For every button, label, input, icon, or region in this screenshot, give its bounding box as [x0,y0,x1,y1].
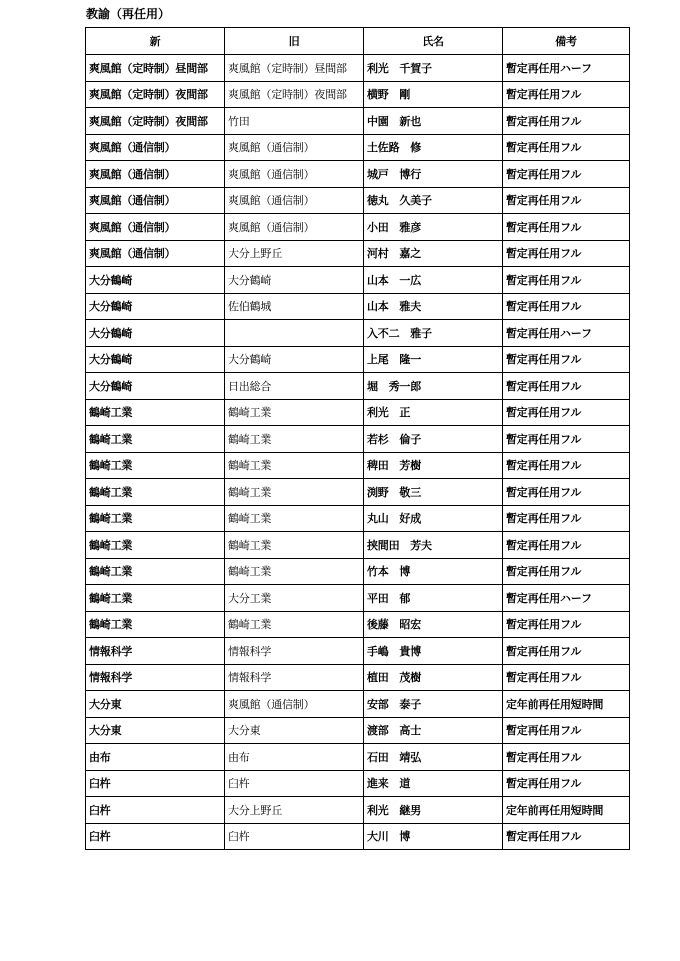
cell-remarks: 暫定再任用フル [503,770,630,797]
cell-new-school: 大分鶴崎 [86,320,225,347]
header-new-school: 新 [86,28,225,55]
cell-new-school: 大分鶴崎 [86,346,225,373]
cell-old-school: 大分上野丘 [225,240,364,267]
cell-name: 城戸 博行 [364,161,503,188]
table-row [86,479,630,506]
cell-name: 丸山 好成 [364,505,503,532]
cell-remarks: 暫定再任用フル [503,214,630,241]
cell-remarks: 暫定再任用フル [503,452,630,479]
table-row [86,108,630,135]
cell-remarks: 暫定再任用フル [503,187,630,214]
cell-remarks: 暫定再任用フル [503,267,630,294]
cell-remarks: 暫定再任用ハーフ [503,55,630,82]
cell-name: 大川 博 [364,823,503,850]
table-row [86,240,630,267]
cell-remarks: 暫定再任用フル [503,161,630,188]
cell-remarks: 暫定再任用フル [503,399,630,426]
table-row [86,717,630,744]
cell-name: 河村 嘉之 [364,240,503,267]
table-row [86,797,630,824]
cell-old-school: 大分工業 [225,585,364,612]
table-row [86,664,630,691]
table-row [86,691,630,718]
cell-name: 若杉 倫子 [364,426,503,453]
cell-new-school: 大分鶴崎 [86,267,225,294]
cell-old-school: 竹田 [225,108,364,135]
cell-new-school: 臼杵 [86,770,225,797]
table-row [86,452,630,479]
table-row [86,426,630,453]
cell-name: 植田 茂樹 [364,664,503,691]
cell-remarks: 暫定再任用フル [503,823,630,850]
cell-old-school: 鶴崎工業 [225,611,364,638]
cell-remarks: 暫定再任用フル [503,426,630,453]
cell-remarks: 暫定再任用フル [503,346,630,373]
cell-remarks: 暫定再任用フル [503,81,630,108]
cell-new-school: 鶴崎工業 [86,611,225,638]
cell-old-school: 爽風館（定時制）昼間部 [225,55,364,82]
cell-new-school: 大分鶴崎 [86,293,225,320]
cell-remarks: 暫定再任用フル [503,532,630,559]
cell-new-school: 爽風館（通信制） [86,134,225,161]
cell-remarks: 暫定再任用フル [503,293,630,320]
cell-new-school: 鶴崎工業 [86,505,225,532]
cell-remarks: 暫定再任用フル [503,373,630,400]
table-row [86,505,630,532]
table-row [86,585,630,612]
document-title: 教諭（再任用） [86,7,171,21]
cell-remarks: 暫定再任用フル [503,717,630,744]
cell-old-school: 鶴崎工業 [225,479,364,506]
cell-name: 徳丸 久美子 [364,187,503,214]
cell-old-school: 大分鶴崎 [225,346,364,373]
cell-name: 利光 正 [364,399,503,426]
cell-old-school: 鶴崎工業 [225,532,364,559]
cell-new-school: 情報科学 [86,664,225,691]
table-row [86,770,630,797]
cell-remarks: 暫定再任用フル [503,479,630,506]
table-row [86,399,630,426]
cell-old-school: 爽風館（通信制） [225,134,364,161]
cell-name: 上尾 隆一 [364,346,503,373]
cell-name: 小田 雅彦 [364,214,503,241]
cell-new-school: 大分鶴崎 [86,373,225,400]
table-row [86,532,630,559]
cell-old-school: 爽風館（通信制） [225,691,364,718]
cell-name: 挟間田 芳夫 [364,532,503,559]
table-row [86,161,630,188]
cell-name: 稗田 芳樹 [364,452,503,479]
table-row [86,187,630,214]
table-row [86,611,630,638]
cell-new-school: 爽風館（定時制）昼間部 [86,55,225,82]
cell-name: 手嶋 貴博 [364,638,503,665]
cell-name: 渕野 敬三 [364,479,503,506]
cell-name: 中園 新也 [364,108,503,135]
cell-remarks: 暫定再任用ハーフ [503,320,630,347]
cell-remarks: 暫定再任用フル [503,134,630,161]
cell-new-school: 爽風館（定時制）夜間部 [86,108,225,135]
cell-new-school: 鶴崎工業 [86,558,225,585]
table-row [86,134,630,161]
cell-name: 土佐路 修 [364,134,503,161]
cell-old-school: 鶴崎工業 [225,558,364,585]
table-body [86,55,630,850]
table-row [86,744,630,771]
cell-old-school: 臼杵 [225,823,364,850]
cell-old-school: 鶴崎工業 [225,399,364,426]
header-remarks: 備考 [503,28,630,55]
table-row [86,320,630,347]
cell-remarks: 暫定再任用フル [503,744,630,771]
table-row [86,638,630,665]
cell-old-school: 大分上野丘 [225,797,364,824]
cell-new-school: 爽風館（通信制） [86,161,225,188]
cell-remarks: 定年前再任用短時間 [503,797,630,824]
cell-name: 利光 千賀子 [364,55,503,82]
table-row [86,373,630,400]
cell-old-school: 日出総合 [225,373,364,400]
cell-name: 石田 靖弘 [364,744,503,771]
cell-remarks: 暫定再任用フル [503,240,630,267]
cell-remarks: 暫定再任用ハーフ [503,585,630,612]
cell-name: 後藤 昭宏 [364,611,503,638]
cell-new-school: 爽風館（定時制）夜間部 [86,81,225,108]
personnel-table [85,27,630,850]
table-row [86,558,630,585]
cell-name: 利光 継男 [364,797,503,824]
cell-old-school: 情報科学 [225,664,364,691]
cell-name: 山本 一広 [364,267,503,294]
cell-remarks: 暫定再任用フル [503,638,630,665]
table-row [86,55,630,82]
cell-old-school: 由布 [225,744,364,771]
cell-new-school: 大分東 [86,691,225,718]
cell-new-school: 情報科学 [86,638,225,665]
cell-remarks: 暫定再任用フル [503,558,630,585]
table-row [86,293,630,320]
cell-new-school: 大分東 [86,717,225,744]
table-row [86,823,630,850]
header-old-school: 旧 [225,28,364,55]
cell-new-school: 鶴崎工業 [86,585,225,612]
table-row [86,81,630,108]
cell-remarks: 暫定再任用フル [503,664,630,691]
cell-new-school: 鶴崎工業 [86,532,225,559]
cell-name: 渡部 高士 [364,717,503,744]
cell-old-school: 爽風館（定時制）夜間部 [225,81,364,108]
cell-new-school: 鶴崎工業 [86,452,225,479]
cell-new-school: 鶴崎工業 [86,479,225,506]
cell-name: 平田 郁 [364,585,503,612]
cell-old-school: 情報科学 [225,638,364,665]
cell-remarks: 定年前再任用短時間 [503,691,630,718]
cell-old-school: 鶴崎工業 [225,426,364,453]
cell-new-school: 臼杵 [86,823,225,850]
cell-old-school: 爽風館（通信制） [225,214,364,241]
cell-old-school: 鶴崎工業 [225,452,364,479]
cell-old-school: 佐伯鶴城 [225,293,364,320]
cell-old-school: 臼杵 [225,770,364,797]
table-row [86,346,630,373]
table-row [86,214,630,241]
cell-old-school: 大分東 [225,717,364,744]
header-name: 氏名 [364,28,503,55]
cell-old-school: 大分鶴崎 [225,267,364,294]
cell-name: 横野 剛 [364,81,503,108]
cell-name: 竹本 博 [364,558,503,585]
cell-new-school: 爽風館（通信制） [86,240,225,267]
cell-new-school: 鶴崎工業 [86,399,225,426]
cell-old-school: 鶴崎工業 [225,505,364,532]
cell-name: 堀 秀一郎 [364,373,503,400]
cell-remarks: 暫定再任用フル [503,505,630,532]
cell-new-school: 爽風館（通信制） [86,187,225,214]
cell-new-school: 鶴崎工業 [86,426,225,453]
cell-name: 進来 道 [364,770,503,797]
cell-name: 入不二 雅子 [364,320,503,347]
cell-old-school: 爽風館（通信制） [225,161,364,188]
table-row [86,267,630,294]
table-header-row [86,28,630,55]
cell-name: 安部 泰子 [364,691,503,718]
cell-remarks: 暫定再任用フル [503,611,630,638]
cell-old-school: 爽風館（通信制） [225,187,364,214]
cell-old-school [225,320,364,347]
cell-new-school: 由布 [86,744,225,771]
cell-new-school: 爽風館（通信制） [86,214,225,241]
cell-new-school: 臼杵 [86,797,225,824]
cell-remarks: 暫定再任用フル [503,108,630,135]
cell-name: 山本 雅夫 [364,293,503,320]
